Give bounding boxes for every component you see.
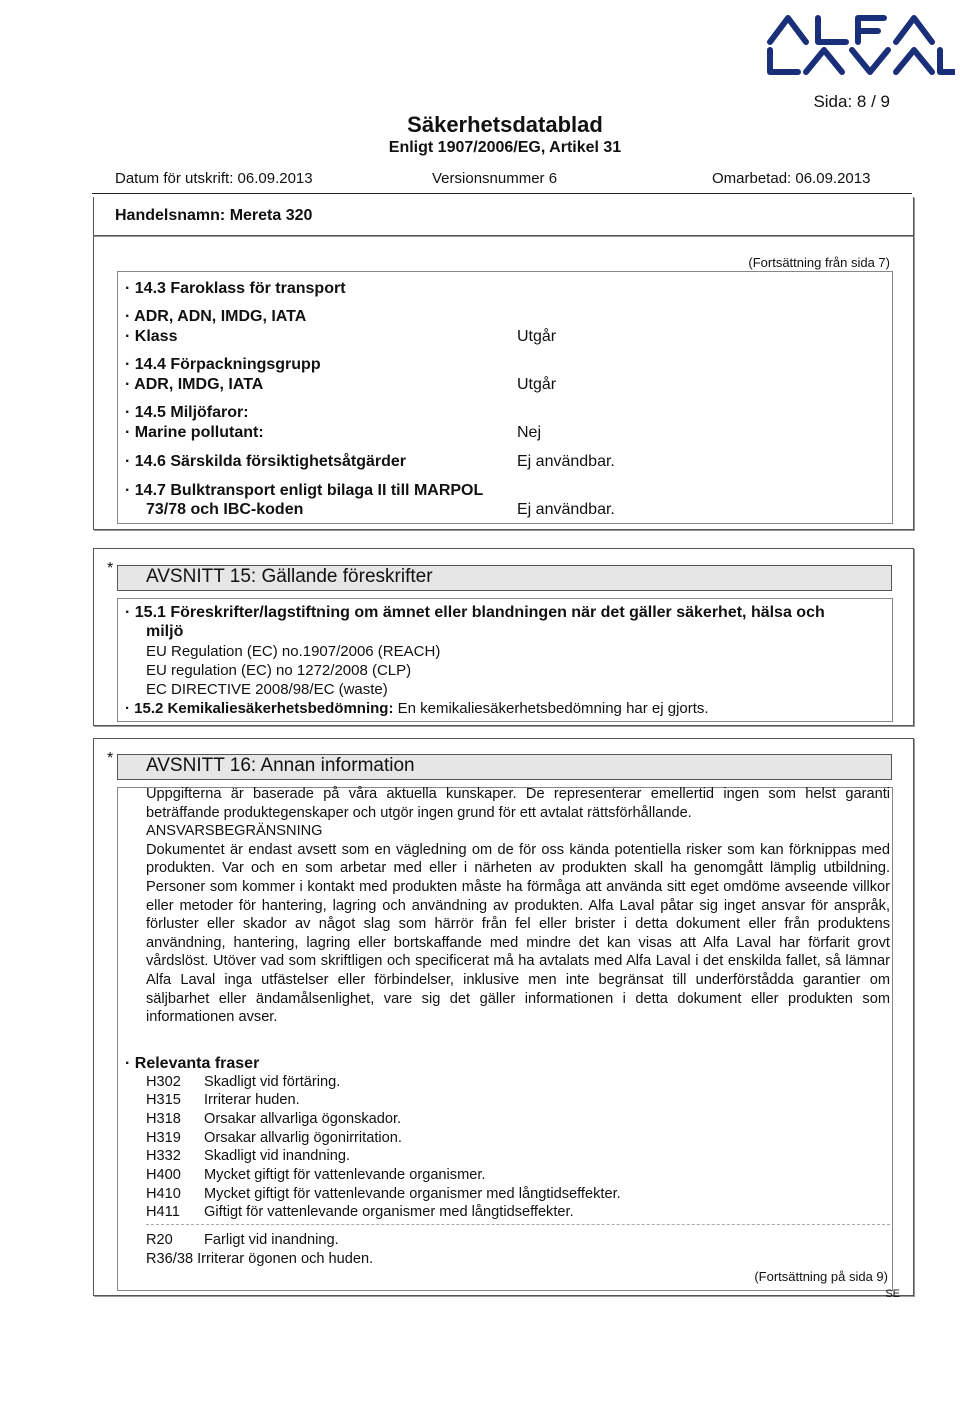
h-phrase-row: H400 Mycket giftigt för vattenlevande organismer. — [146, 1167, 486, 1183]
document-subtitle: Enligt 1907/2006/EG, Artikel 31 — [388, 139, 622, 156]
s16-disclaimer: Dokumentet är endast avsett som en vägledning om de för oss kända potentiella risker som kan förknippas med produkten. Var och en som arbetar med eller i närheten av produkten skall ha genomgått lämplig utbildning. Personer som kommer i kontakt med produkten måste ha förmåga att använda sitt eget omdöme avseende villkor eller metoder för hantering, lagring och användning av produkten. Alfa Laval påtar sig inget ansvar för anspråk, förluster eller skador av något slag som härrör från fel eller brister i detta dokument eller från produktens användning, hantering, lagring eller bortskaffande med mindre det kan visas att Alfa Laval har förfarit grovt vårdslöst. Utöver vad som skriftligen och specificerat må ha avtalats med Alfa Laval i det enskilda fallet, så lämnar Alfa Laval inga utfästelser eller förbindelser, inklusive men inte begränsat till underförstådda garantier om säljbarhet eller ändamålsenlighet, vare sig det gäller informationen i detta dokument eller produkten som informationen avser. — [146, 841, 890, 1026]
continued-from: (Fortsättning från sida 7) — [748, 255, 890, 270]
s15-assessment-value: En kemikaliesäkerhetsbedömning har ej gjorts. — [397, 700, 709, 717]
row-klass: · Klass — [125, 328, 178, 345]
relevant-phrases-heading: · Relevanta fraser — [125, 1055, 260, 1072]
h-phrase-row: H332 Skadligt vid inandning. — [146, 1148, 351, 1164]
s15-assessment-label: · 15.2 Kemikaliesäkerhetsbedömning: — [125, 700, 394, 717]
reg-waste: EC DIRECTIVE 2008/98/EC (waste) — [146, 681, 388, 698]
row-klass-value: Utgår — [517, 328, 557, 345]
row-marpol: 73/78 och IBC-koden — [146, 501, 304, 518]
s16-intro: Uppgifterna är baserade på våra aktuella kunskaper. De representerar emellertid ingen som helst garanti beträffande produktegenskaper och utgör ingen grund för ett avtalat rättsförhållande. — [146, 786, 890, 821]
header-divider — [92, 193, 912, 194]
row-adr-imdg-value: Utgår — [517, 376, 557, 393]
s15-heading-2: miljö — [146, 623, 184, 640]
s15-heading-1: · 15.1 Föreskrifter/lagstiftning om ämnet eller blandningen när det gäller säkerhet, hälsa och — [125, 604, 825, 621]
h-phrase-row: H411 Giftigt för vattenlevande organismer med långtidseffekter. — [146, 1204, 574, 1220]
document-title: Säkerhetsdatablad — [407, 112, 603, 137]
row-forpackningsgrupp: · 14.4 Förpackningsgrupp — [125, 356, 321, 373]
section-16-title: AVSNITT 16: Annan information — [146, 755, 415, 776]
row-marine-pollutant-value: Nej — [517, 424, 542, 441]
print-date: Datum för utskrift: 06.09.2013 — [115, 170, 313, 187]
reg-reach: EU Regulation (EC) no.1907/2006 (REACH) — [146, 643, 441, 660]
continued-on: (Fortsättning på sida 9) — [754, 1269, 888, 1284]
page-number: Sida: 8 / 9 — [813, 92, 890, 111]
row-miljofaror: · 14.5 Miljöfaror: — [125, 404, 249, 421]
row-marine-pollutant: · Marine pollutant: — [125, 424, 264, 441]
section-15-changed-marker: * — [107, 560, 114, 577]
s16-text — [146, 785, 890, 1027]
section-16-changed-marker: * — [107, 750, 114, 767]
h-phrase-row: H315 Irriterar huden. — [146, 1092, 300, 1108]
row-marpol-value: Ej användbar. — [517, 501, 615, 518]
revised-date: Omarbetad: 06.09.2013 — [712, 170, 871, 187]
s15-assessment — [125, 700, 709, 717]
r-phrase-row: R36/38 Irriterar ögonen och huden. — [146, 1251, 374, 1267]
phrases-divider — [146, 1224, 890, 1225]
row-sarskilda: · 14.6 Särskilda försiktighetsåtgärder — [125, 453, 406, 470]
row-faroklass: · 14.3 Faroklass för transport — [125, 280, 346, 297]
r-phrase-row: R20 Farligt vid inandning. — [146, 1232, 339, 1248]
h-phrase-row: H302 Skadligt vid förtäring. — [146, 1074, 341, 1090]
row-adr-imdg: · ADR, IMDG, IATA — [125, 376, 264, 393]
h-phrase-row: H318 Orsakar allvarliga ögonskador. — [146, 1111, 402, 1127]
language-code: SE — [885, 1288, 900, 1300]
h-phrase-row: H319 Orsakar allvarlig ögonirritation. — [146, 1130, 402, 1146]
s16-disclaimer-heading: ANSVARSBEGRÄNSNING — [146, 823, 323, 840]
h-phrase-row: H410 Mycket giftigt för vattenlevande organismer med långtidseffekter. — [146, 1186, 621, 1202]
section-15-title: AVSNITT 15: Gällande föreskrifter — [146, 566, 433, 587]
row-adr-adn: · ADR, ADN, IMDG, IATA — [125, 308, 307, 325]
alfa-laval-logo — [760, 4, 955, 84]
row-bulktransport: · 14.7 Bulktransport enligt bilaga II till MARPOL — [125, 482, 484, 499]
reg-clp: EU regulation (EC) no 1272/2008 (CLP) — [146, 662, 412, 679]
trade-name: Handelsnamn: Mereta 320 — [115, 207, 313, 224]
row-sarskilda-value: Ej användbar. — [517, 453, 615, 470]
version-number: Versionsnummer 6 — [432, 170, 558, 187]
